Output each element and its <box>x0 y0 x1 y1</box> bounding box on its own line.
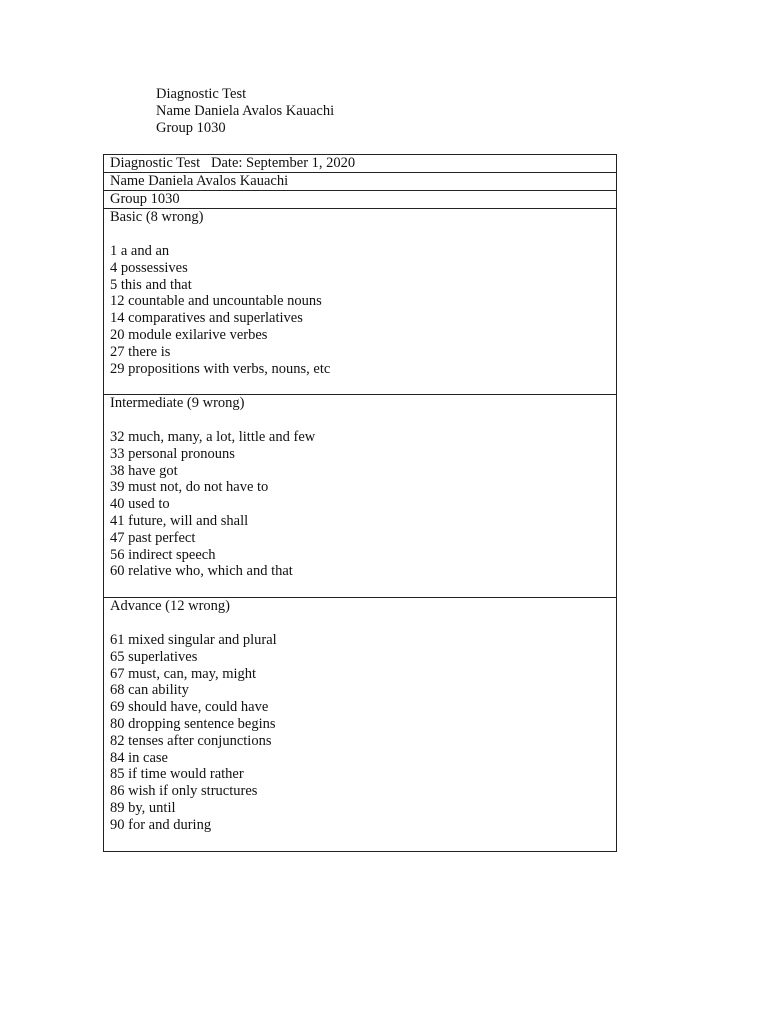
section-basic-title: Basic (8 wrong) <box>110 209 204 225</box>
list-item: 38 have got <box>110 462 178 479</box>
list-item: 39 must not, do not have to <box>110 479 269 496</box>
section-advance-title: Advance (12 wrong) <box>110 598 230 614</box>
list-item: 84 in case <box>110 749 168 766</box>
list-item: 1 a and an <box>110 243 170 259</box>
document-heading <box>156 86 334 137</box>
section-basic-list <box>110 243 610 377</box>
list-item: 65 superlatives <box>110 648 198 665</box>
table-header-row: Diagnostic Test Date: September 1, 2020 <box>104 155 616 173</box>
list-item: 67 must, can, may, might <box>110 665 257 682</box>
heading-title: Diagnostic Test <box>156 86 247 102</box>
list-item: 41 future, will and shall <box>110 512 249 529</box>
list-item: 14 comparatives and superlatives <box>110 310 303 327</box>
list-item: 89 by, until <box>110 799 176 816</box>
heading-name: Name Daniela Avalos Kauachi <box>156 103 335 119</box>
list-item: 68 can ability <box>110 682 189 699</box>
section-intermediate <box>104 395 616 598</box>
list-item: 27 there is <box>110 343 171 360</box>
section-advance <box>104 598 616 851</box>
list-item: 4 possessives <box>110 259 188 276</box>
list-item: 47 past perfect <box>110 529 196 546</box>
list-item: 60 relative who, which and that <box>110 563 293 580</box>
list-item: 29 propositions with verbs, nouns, etc <box>110 360 331 377</box>
list-item: 82 tenses after conjunctions <box>110 732 272 749</box>
list-item: 32 much, many, a lot, little and few <box>110 429 316 445</box>
list-item: 12 countable and uncountable nouns <box>110 293 322 310</box>
list-item: 86 wish if only structures <box>110 783 258 800</box>
list-item: 20 module exilarive verbes <box>110 326 268 343</box>
list-item: 56 indirect speech <box>110 546 216 563</box>
list-item: 80 dropping sentence begins <box>110 715 276 732</box>
list-item: 61 mixed singular and plural <box>110 632 277 648</box>
section-advance-list <box>110 632 610 834</box>
list-item: 5 this and that <box>110 276 192 293</box>
list-item: 40 used to <box>110 496 170 513</box>
list-item: 85 if time would rather <box>110 766 244 783</box>
table-group-row: Group 1030 <box>104 191 616 209</box>
heading-group: Group 1030 <box>156 120 226 136</box>
list-item: 33 personal pronouns <box>110 445 235 462</box>
section-basic <box>104 209 616 395</box>
list-item: 90 for and during <box>110 816 212 833</box>
list-item: 69 should have, could have <box>110 699 269 716</box>
section-intermediate-list <box>110 429 610 580</box>
section-intermediate-title: Intermediate (9 wrong) <box>110 395 245 411</box>
table-name-row: Name Daniela Avalos Kauachi <box>104 173 616 191</box>
diagnostic-table <box>103 154 617 852</box>
